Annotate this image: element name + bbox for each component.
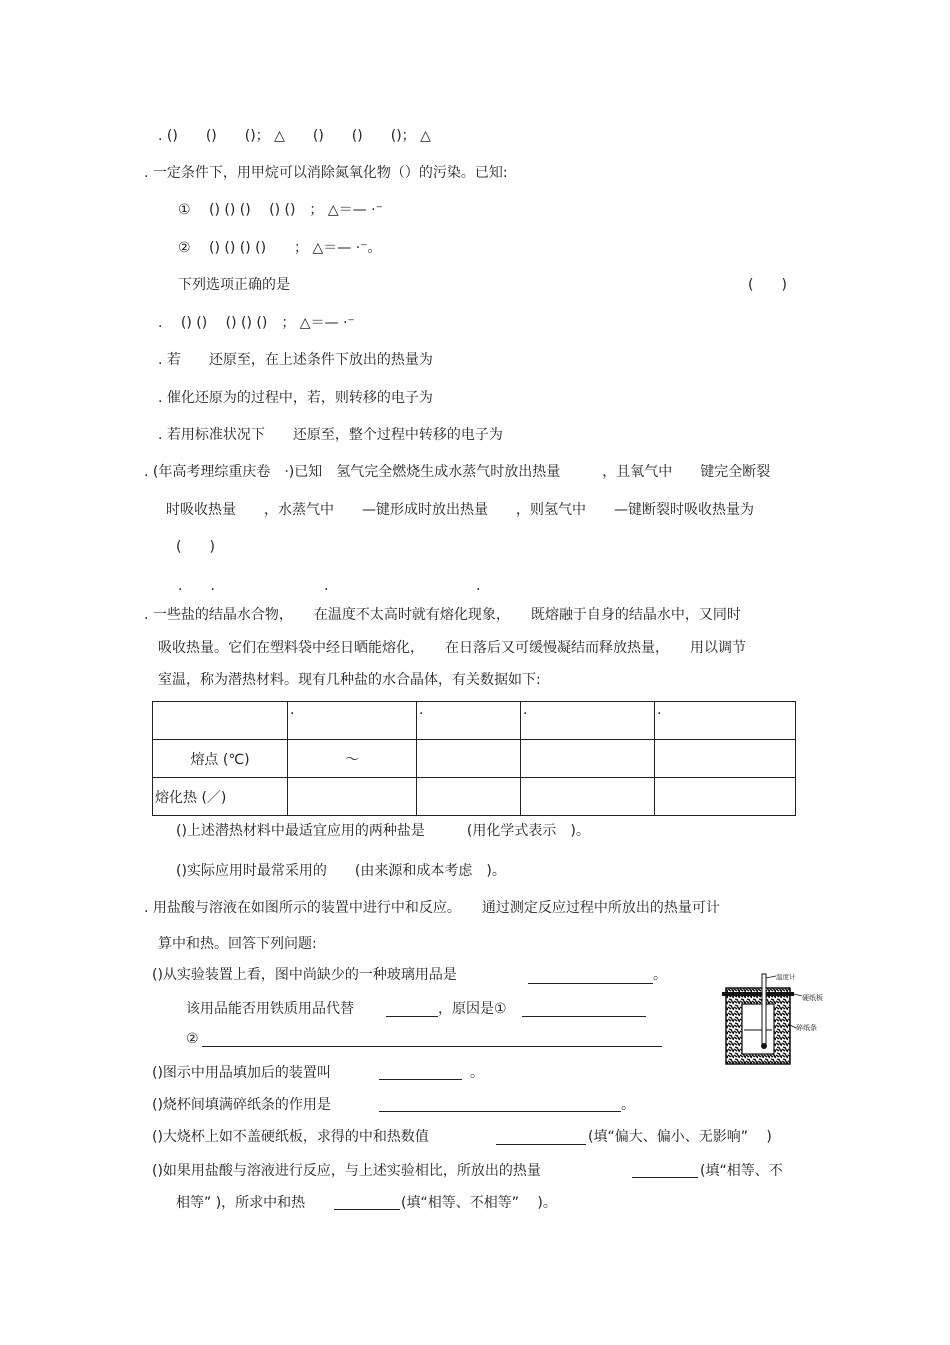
blank-paper[interactable] xyxy=(379,1111,621,1112)
leader-line xyxy=(766,976,776,978)
period: 。 xyxy=(653,967,667,983)
blank-reason-2[interactable] xyxy=(202,1046,662,1047)
melting-point-value: ～ xyxy=(288,740,417,778)
table-header-cell: . xyxy=(417,702,521,740)
options-dots-1: . . xyxy=(178,578,215,594)
subquestion-compare: ()如果用盐酸与溶液进行反应，与上述实验相比，所放出的热量 xyxy=(152,1163,541,1179)
table-cell xyxy=(417,778,521,816)
compare-choices: (填“相等、不 xyxy=(700,1163,783,1179)
cardboard-cover xyxy=(722,992,794,996)
compare-choices-2: (填“相等、不相等” )。 xyxy=(401,1195,557,1211)
blank-device[interactable] xyxy=(379,1079,462,1080)
blank-heat-compare[interactable] xyxy=(632,1177,698,1178)
heat-of-fusion-label: 熔化热 (／) xyxy=(153,778,288,816)
subquestion-compare-cont: 相等” )，所求中和热 xyxy=(176,1195,306,1211)
blank-iron[interactable] xyxy=(386,1016,438,1017)
salt-data-table xyxy=(152,701,796,816)
blank-reason-1[interactable] xyxy=(522,1016,646,1017)
period: 。 xyxy=(470,1065,484,1081)
option-b: . 若 还原至，在上述条件下放出的热量为 xyxy=(158,352,433,368)
cover-choices: (填“偏大、偏小、无影响” ) xyxy=(588,1129,772,1145)
equation-line-1: . () () ()； △ () () ()； △ xyxy=(158,128,431,144)
inner-beaker xyxy=(742,1004,774,1054)
blank-cover[interactable] xyxy=(496,1144,586,1145)
subquestion-paper: ()烧杯间填满碎纸条的作用是 xyxy=(152,1097,331,1113)
question-salt: . 一些盐的结晶水合物， 在温度不太高时就有熔化现象， 既熔融于自身的结晶水中，又同时 xyxy=(144,607,741,623)
table-row xyxy=(153,778,796,816)
subquestion-cover: ()大烧杯上如不盖硬纸板，求得的中和热数值 xyxy=(152,1129,429,1145)
thermometer xyxy=(762,974,766,1046)
table-cell xyxy=(521,778,655,816)
reason-label: ，原因是① xyxy=(438,1001,507,1017)
cardboard-label: 硬纸板 xyxy=(802,994,823,1002)
option-a: . () () () () () ； △＝— ·⁻ xyxy=(158,315,355,331)
leader-line xyxy=(794,994,802,996)
calorimeter-diagram xyxy=(722,970,828,1066)
reason-2-label: ② xyxy=(186,1031,199,1047)
choice-prompt: 下列选项正确的是 xyxy=(178,277,290,293)
table-cell xyxy=(655,740,796,778)
answer-bracket: ( ) xyxy=(748,277,787,293)
options-dots-2: . xyxy=(324,578,329,594)
table-row xyxy=(153,740,796,778)
question-neutralization: . 用盐酸与溶液在如图所示的装置中进行中和反应。 通过测定反应过程中所放出的热量可计 xyxy=(144,900,720,916)
subquestion-2: ()实际应用时最常采用的 (由来源和成本考虑 )。 xyxy=(176,863,506,879)
question-neutralization-cont: 算中和热。回答下列问题: xyxy=(158,936,317,952)
melting-point-label: 熔点 (℃) xyxy=(153,740,288,778)
subquestion-1: ()上述潜热材料中最适宜应用的两种盐是 (用化学式表示 )。 xyxy=(176,823,590,839)
table-row xyxy=(153,702,796,740)
reaction-2: ② () () () () ； △＝— ·⁻。 xyxy=(178,240,382,256)
question-salt-cont2: 室温，称为潜热材料。现有几种盐的水合晶体，有关数据如下: xyxy=(158,672,541,688)
table-cell xyxy=(655,778,796,816)
paper-strips-label: 碎纸条 xyxy=(796,1024,817,1032)
answer-bracket-2: ( ) xyxy=(176,539,215,555)
blank-neutral-heat[interactable] xyxy=(334,1209,400,1210)
thermometer-label: 温度计 xyxy=(776,973,796,981)
option-c: . 催化还原为的过程中，若，则转移的电子为 xyxy=(158,390,433,406)
question-hydrogen-cont: 时吸收热量 ，水蒸气中 —键形成时放出热量 ，则氢气中 —键断裂时吸收热量为 xyxy=(166,502,754,518)
subquestion-glassware: ()从实验装置上看，图中尚缺少的一种玻璃用品是 xyxy=(152,967,457,983)
question-salt-cont1: 吸收热量。它们在塑料袋中经日晒能熔化， 在日落后又可缓慢凝结而释放热量， 用以调节 xyxy=(158,640,746,656)
table-cell xyxy=(153,702,288,740)
table-cell xyxy=(417,740,521,778)
table-header-cell: . xyxy=(288,702,417,740)
period: 。 xyxy=(621,1097,635,1113)
table-header-cell: . xyxy=(655,702,796,740)
table-header-cell: . xyxy=(521,702,655,740)
reaction-1: ① () () () () () ； △＝— ·⁻ xyxy=(178,202,383,218)
thermometer-bulb xyxy=(761,1043,767,1049)
question-methane: . 一定条件下，用甲烷可以消除氮氧化物（）的污染。已知: xyxy=(144,165,508,181)
subquestion-iron: 该用品能否用铁质用品代替 xyxy=(186,1001,354,1017)
blank-glassware[interactable] xyxy=(528,983,653,984)
table-cell xyxy=(521,740,655,778)
subquestion-device: ()图示中用品填加后的装置叫 xyxy=(152,1065,331,1081)
options-dots-3: . xyxy=(476,578,481,594)
option-d: . 若用标准状况下 还原至，整个过程中转移的电子为 xyxy=(158,427,503,443)
table-cell xyxy=(288,778,417,816)
question-hydrogen: . (年高考理综重庆卷 ·)已知 氢气完全燃烧生成水蒸气时放出热量 ，且氧气中 键完全断裂 xyxy=(144,464,771,480)
